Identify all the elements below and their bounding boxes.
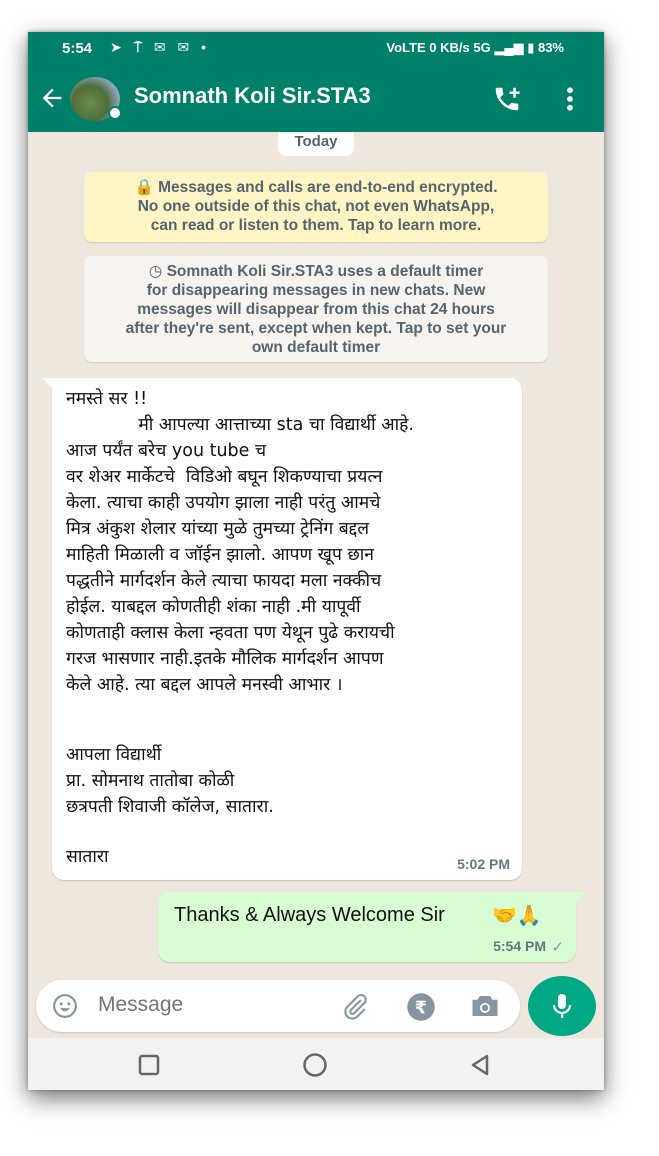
message-line: मी आपल्या आत्ताच्या sta चा विद्यार्थी आहे. (66, 415, 414, 435)
net-type-label: 5G (473, 40, 491, 55)
message-line: नमस्ते सर !! (66, 389, 148, 409)
voice-record-button[interactable] (528, 976, 596, 1036)
volte-label: VoLTE (386, 40, 426, 55)
message-line: प्रा. सोमनाथ तातोबा कोळी (66, 771, 235, 791)
svg-text:₹: ₹ (414, 998, 428, 1019)
chat-header (28, 66, 604, 132)
timer-line-2: for disappearing messages in new chats. New (146, 282, 486, 299)
message-line: केला. त्याचा काही उपयोग झाला नाही परंतु आमचे (66, 493, 381, 513)
encryption-notice[interactable] (84, 172, 548, 242)
message-line: पद्धतीने मार्गदर्शन केले त्याचा फायदा मला नक्कीच (66, 571, 382, 591)
message-composer (36, 980, 520, 1032)
message-line: आज पर्यंत बरेच you tube च (66, 441, 267, 461)
disappearing-timer-icon (108, 106, 122, 120)
notification-icons: ➤ ⍑ ✉ ✉ • (110, 39, 211, 55)
timer-line-5: own default timer (251, 339, 381, 356)
battery-icon: ▮ (527, 40, 535, 55)
phone-screen (28, 32, 604, 1090)
system-nav-bar (28, 1038, 604, 1090)
microphone-icon (550, 992, 574, 1020)
encryption-line-2: No one outside of this chat, not even WhatsApp, (137, 198, 495, 215)
message-line: माहिती मिळाली व जॉईन झालो. आपण खूप छान (66, 545, 375, 565)
encryption-line-3: can read or listen to them. Tap to learn more. (150, 217, 482, 234)
chat-title[interactable]: Somnath Koli Sir.STA3 (134, 83, 371, 108)
bubble-tail (42, 378, 54, 390)
add-call-icon[interactable] (492, 84, 522, 114)
outgoing-message-text: Thanks & Always Welcome Sir (174, 904, 445, 926)
message-line: सातारा (66, 847, 109, 867)
handshake-pray-emoji: 🤝🙏 (492, 903, 542, 927)
message-line: केले आहे. त्या बद्दल आपले मनस्वी आभार । (66, 675, 343, 695)
battery-label: 83% (537, 40, 564, 55)
bubble-tail (574, 892, 586, 904)
back-triangle-icon[interactable] (468, 1053, 492, 1077)
paperclip-icon[interactable] (340, 993, 370, 1021)
incoming-message[interactable] (52, 378, 522, 880)
home-circle-icon[interactable] (302, 1052, 328, 1078)
message-line: कोणताही क्लास केला न्हवता पण येथून पुढे करायची (66, 623, 395, 643)
timer-line-4: after they're sent, except when kept. Tap to set your (125, 320, 507, 337)
message-line: वर शेअर मार्केटचे विडिओ बघून शिकण्याचा प्रयत्न (66, 467, 383, 487)
camera-icon[interactable] (470, 993, 500, 1019)
timer-line-1: ◷ Somnath Koli Sir.STA3 uses a default timer (148, 263, 484, 280)
disappearing-timer-notice[interactable] (84, 256, 548, 362)
timer-line-3: messages will disappear from this chat 24 hours (137, 301, 495, 318)
message-line: आपला विद्यार्थी (66, 745, 162, 765)
recents-square-icon[interactable] (138, 1054, 160, 1076)
more-options-icon[interactable] (564, 84, 576, 114)
emoji-icon[interactable] (52, 993, 78, 1019)
date-chip: Today (278, 132, 354, 156)
message-line: छत्रपती शिवाजी कॉलेज, सातारा. (66, 797, 274, 817)
chat-area[interactable] (28, 132, 604, 972)
rupee-payment-icon[interactable] (406, 992, 436, 1022)
status-time: 5:54 (62, 40, 93, 57)
sent-check-icon: ✓ (551, 938, 564, 956)
encryption-line-1: 🔒 Messages and calls are end-to-end encrypted. (134, 179, 498, 196)
message-timestamp: 5:54 PM (493, 938, 546, 954)
back-arrow-icon[interactable] (38, 84, 66, 112)
speed-label: 0 KB/s (429, 40, 470, 55)
outgoing-message[interactable] (158, 892, 576, 962)
message-line: गरज भासणार नाही.इतके मौलिक मार्गदर्शन आपण (66, 649, 384, 669)
signal-icon: ▂▄▆ (494, 40, 524, 55)
message-timestamp: 5:02 PM (457, 856, 510, 872)
status-bar (28, 32, 604, 66)
status-right (386, 40, 564, 56)
message-line: होईल. याबद्दल कोणतीही शंका नाही .मी यापूर्वी (66, 597, 361, 617)
message-input[interactable] (98, 993, 318, 1017)
message-line: मित्र अंकुश शेलार यांच्या मुळे तुमच्या ट्रेनिंग बद्दल (66, 519, 370, 539)
